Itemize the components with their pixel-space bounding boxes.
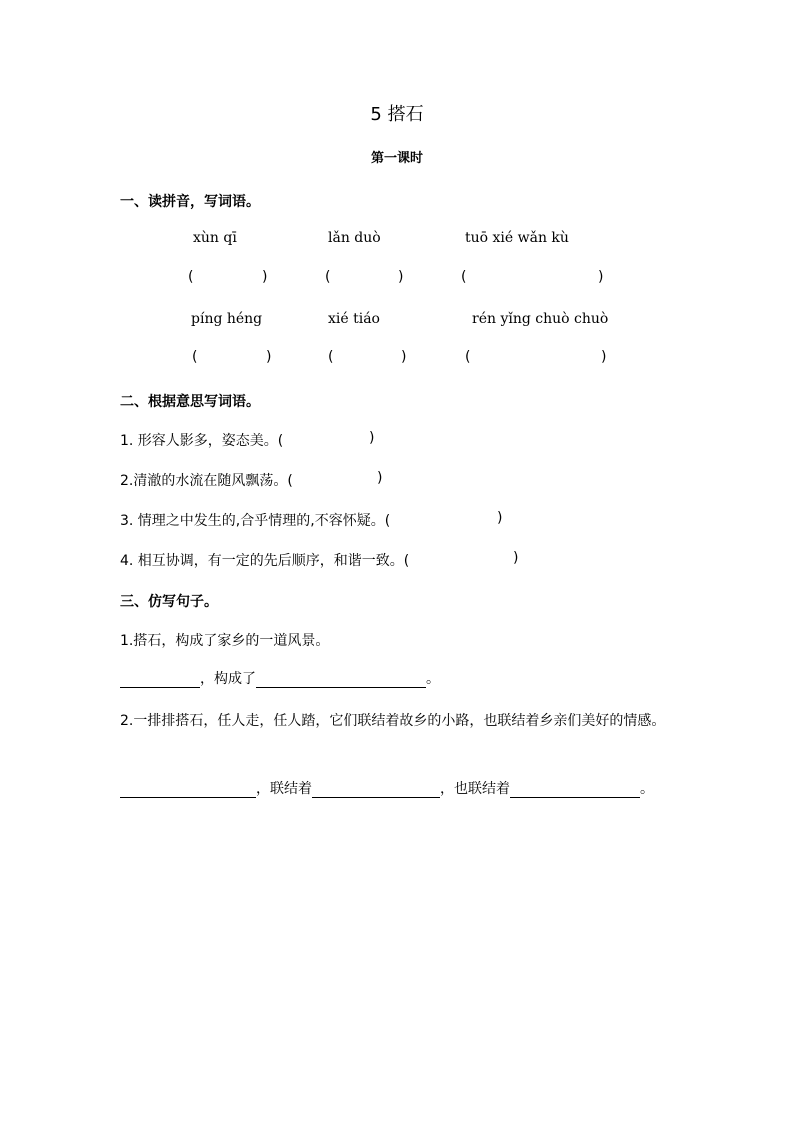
pinyin-item: rén yǐng chuò chuò	[472, 311, 609, 327]
example-sentence: 1.搭石，构成了家乡的一道风景。	[120, 633, 330, 649]
paren-close: )	[598, 269, 604, 285]
definition-item: 3. 情理之中发生的,合乎情理的,不容怀疑。(	[120, 513, 391, 529]
pinyin-item: tuō xié wǎn kù	[465, 230, 569, 246]
fill-text: 。	[426, 671, 440, 687]
paren-open: (	[325, 269, 331, 285]
example-sentence: 2.一排排搭石，任人走，任人踏，它们联结着故乡的小路，也联结着乡亲们美好的情感。	[120, 713, 666, 729]
fill-sentence-1	[120, 668, 440, 688]
answer-blank[interactable]	[120, 671, 200, 688]
answer-blank[interactable]	[256, 671, 426, 688]
answer-blank[interactable]	[312, 781, 440, 798]
answer-blank[interactable]	[510, 781, 640, 798]
paren-close: )	[369, 430, 375, 446]
section1-heading: 一、读拼音，写词语。	[120, 194, 260, 210]
paren-close: )	[401, 349, 407, 365]
section2-heading: 二、根据意思写词语。	[120, 394, 260, 410]
answer-blank[interactable]	[120, 781, 256, 798]
fill-text: 。	[640, 781, 654, 797]
definition-item: 1. 形容人影多，姿态美。(	[120, 433, 284, 449]
pinyin-item: lǎn duò	[328, 230, 381, 246]
fill-text: ，联结着	[256, 781, 312, 797]
fill-sentence-2	[120, 778, 654, 798]
pinyin-item: xùn qī	[193, 230, 237, 246]
paren-close: )	[398, 269, 404, 285]
fill-text: ，也联结着	[440, 781, 510, 797]
paren-open: (	[188, 269, 194, 285]
paren-close: )	[513, 550, 519, 566]
paren-close: )	[262, 269, 268, 285]
pinyin-item: xié tiáo	[328, 311, 380, 327]
paren-open: (	[192, 349, 198, 365]
definition-item: 2.清澈的水流在随风飘荡。(	[120, 473, 293, 489]
paren-close: )	[266, 349, 272, 365]
paren-open: (	[328, 349, 334, 365]
paren-open: (	[461, 269, 467, 285]
section3-heading: 三、仿写句子。	[120, 594, 218, 610]
paren-close: )	[497, 510, 503, 526]
fill-text: ，构成了	[200, 671, 256, 687]
definition-item: 4. 相互协调，有一定的先后顺序，和谐一致。(	[120, 553, 410, 569]
paren-open: (	[465, 349, 471, 365]
lesson-subtitle: 第一课时	[370, 151, 423, 166]
paren-close: )	[601, 349, 607, 365]
page-title: 5 搭石	[370, 104, 424, 125]
paren-close: )	[377, 470, 383, 486]
pinyin-item: píng héng	[191, 311, 263, 327]
